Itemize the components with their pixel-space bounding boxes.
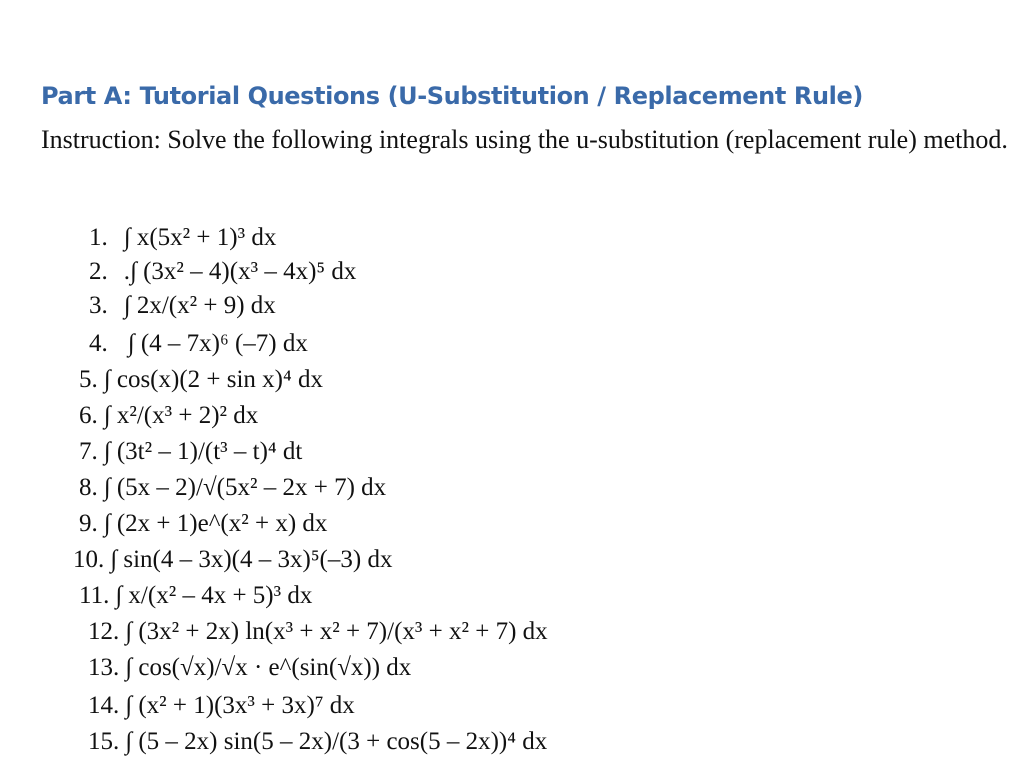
question-item [89,328,308,360]
question-expression: ∫ (2x + 1)e^(x² + x) dx [103,510,328,537]
question-expression: ∫ x²/(x³ + 2)² dx [103,402,259,429]
question-number: 12. [88,618,120,645]
question-number: 11. [79,582,110,609]
question-number: 15. [88,728,120,755]
question-expression: .∫ (3x² – 4)(x³ – 4x)⁵ dx [123,258,357,285]
question-number: 14. [88,692,120,719]
instruction-text: Instruction: Solve the following integrals using the u-substitution (replacement rule) method. [41,125,1008,154]
question-item [79,580,312,612]
question-expression: ∫ x/(x² – 4x + 5)³ dx [115,582,313,609]
section-heading: Part A: Tutorial Questions (U-Substitution / Replacement Rule) [41,82,863,110]
question-expression: ∫ cos(√x)/√x · e^(sin(√x)) dx [125,654,412,681]
question-expression: ∫ (4 – 7x)⁶ (–7) dx [127,330,308,357]
question-expression: ∫ cos(x)(2 + sin x)⁴ dx [103,366,323,393]
question-item [79,436,302,468]
question-number: 3. [89,292,108,319]
question-item [89,256,356,288]
question-item [88,690,355,722]
question-number: 13. [88,654,120,681]
question-number: 10. [73,546,105,573]
question-expression: ∫ 2x/(x² + 9) dx [123,292,276,319]
question-item [79,400,258,432]
question-expression: ∫ (5x – 2)/√(5x² – 2x + 7) dx [103,474,387,501]
question-number: 6. [79,402,98,429]
question-number: 4. [89,330,108,357]
question-number: 1. [89,224,108,251]
question-item [79,472,386,504]
question-expression: ∫ (5 – 2x) sin(5 – 2x)/(3 + cos(5 – 2x))⁴ dx [125,728,548,755]
question-expression: ∫ (3x² + 2x) ln(x³ + x² + 7)/(x³ + x² + 7) dx [125,618,548,645]
question-item [88,616,548,648]
question-number: 2. [89,258,108,285]
question-item [79,364,323,396]
question-item [89,290,276,322]
question-item [88,726,547,758]
question-expression: ∫ x(5x² + 1)³ dx [123,224,277,251]
question-number: 7. [79,438,98,465]
question-expression: ∫ sin(4 – 3x)(4 – 3x)⁵(–3) dx [110,546,393,573]
question-number: 5. [79,366,98,393]
question-expression: ∫ (3t² – 1)/(t³ – t)⁴ dt [103,438,303,465]
question-item [79,508,327,540]
question-item [89,222,276,254]
question-number: 8. [79,474,98,501]
question-number: 9. [79,510,98,537]
question-expression: ∫ (x² + 1)(3x³ + 3x)⁷ dx [125,692,355,719]
question-item [73,544,392,576]
question-item [88,652,411,684]
